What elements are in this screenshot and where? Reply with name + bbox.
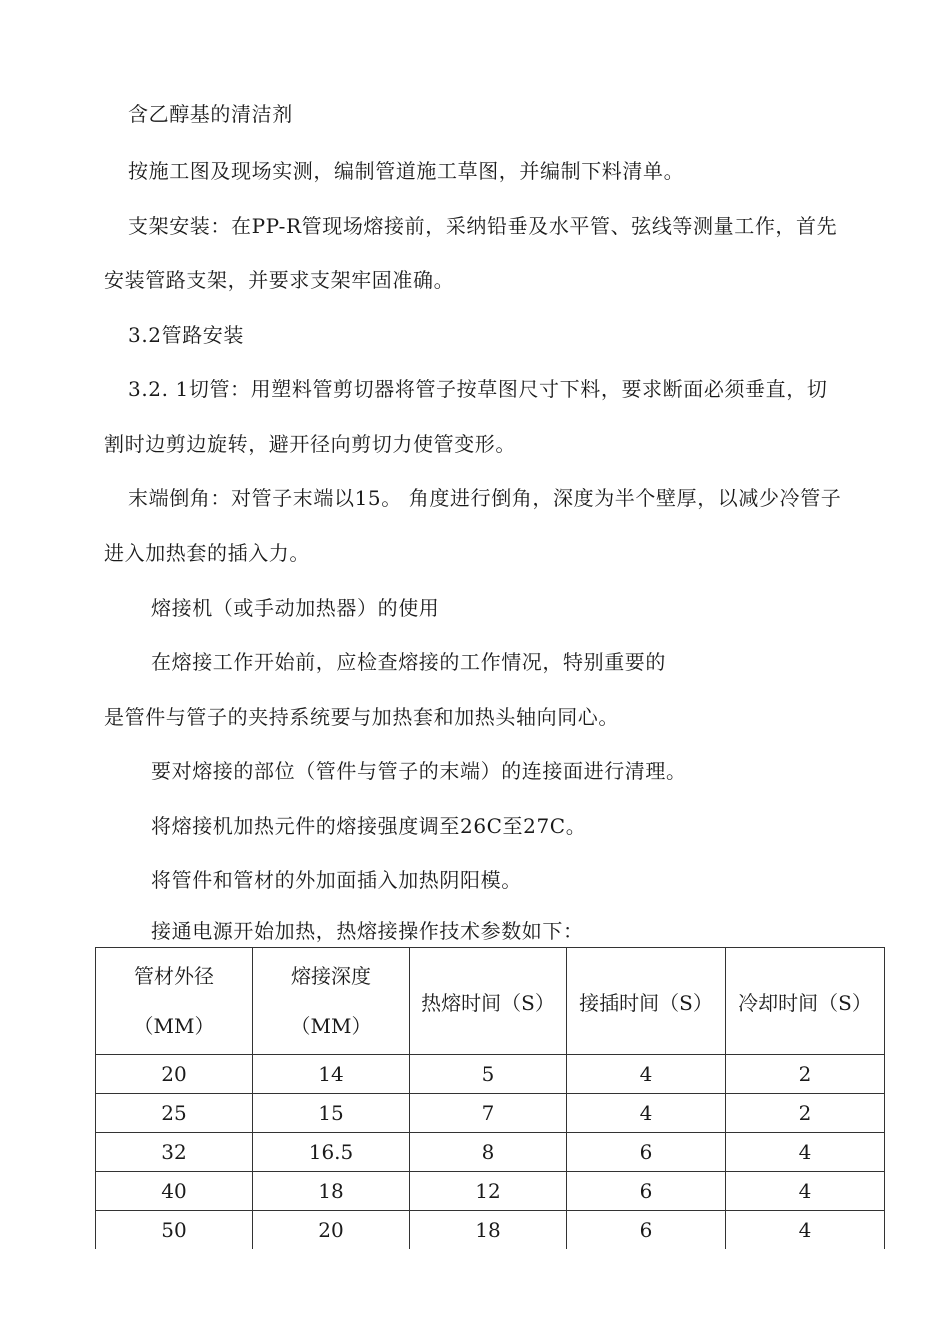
table-header-row [96,948,885,1055]
table-cell: 20 [253,1211,410,1250]
table-cell: 4 [567,1055,726,1094]
paragraph-chamfer-1: 末端倒角：对管子末端以15。 角度进行倒角，深度为半个壁厚，以减少冷管子 [128,486,842,510]
table-cell: 18 [253,1172,410,1211]
paragraph-chamfer-2: 进入加热套的插入力。 [104,541,310,565]
header-unit: （MM） [290,1014,372,1038]
paragraph-support-2: 安装管路支架，并要求支架牢固准确。 [104,268,455,292]
paragraph-check-1: 在熔接工作开始前，应检查熔接的工作情况，特别重要的 [151,650,666,674]
paragraph-set-temp: 将熔接机加热元件的熔接强度调至26C至27C。 [151,814,587,838]
paragraph-check-2: 是管件与管子的夹持系统要与加热套和加热头轴向同心。 [104,705,619,729]
table-cell: 50 [96,1211,253,1250]
table-cell: 14 [253,1055,410,1094]
paragraph-support-1: 支架安装：在PP-R管现场熔接前，采纳铅垂及水平管、弦线等测量工作，首先 [128,214,838,238]
table-cell: 15 [253,1094,410,1133]
table-cell: 4 [726,1211,885,1250]
header-cell [726,948,885,1055]
table-cell: 12 [410,1172,567,1211]
table-cell: 4 [567,1094,726,1133]
table-cell: 5 [410,1055,567,1094]
paragraph-params-intro: 接通电源开始加热，热熔接操作技术参数如下： [151,919,584,943]
header-label: 接插时间（S） [579,990,713,1015]
table-cell: 16.5 [253,1133,410,1172]
table-cell: 40 [96,1172,253,1211]
table-row [96,1211,885,1250]
table-cell: 2 [726,1055,885,1094]
header-label: 冷却时间（S） [738,990,872,1015]
table-cell: 6 [567,1172,726,1211]
paragraph-cleaner: 含乙醇基的清洁剂 [128,102,293,126]
header-unit: （MM） [133,1014,215,1038]
table-row [96,1172,885,1211]
table-cell: 2 [726,1094,885,1133]
table-cell: 20 [96,1055,253,1094]
table-cell: 18 [410,1211,567,1250]
table-cell: 4 [726,1172,885,1211]
header-label: 熔接深度 [291,964,371,988]
paragraph-insert: 将管件和管材的外加面插入加热阴阳模。 [151,868,522,892]
table-cell: 7 [410,1094,567,1133]
header-cell [253,948,410,1055]
fusion-parameters-table [95,947,884,1249]
paragraph-drawing: 按施工图及现场实测，编制管道施工草图，并编制下料清单。 [128,159,685,183]
header-cell [567,948,726,1055]
table-cell: 6 [567,1211,726,1250]
paragraph-cutting-2: 割时边剪边旋转，避开径向剪切力使管变形。 [104,432,516,456]
paragraph-clean-surface: 要对熔接的部位（管件与管子的末端）的连接面进行清理。 [151,759,687,783]
table-row [96,1055,885,1094]
header-cell [410,948,567,1055]
paragraph-machine-use: 熔接机（或手动加热器）的使用 [151,596,440,620]
section-heading-3-2: 3.2管路安装 [128,323,245,347]
table-cell: 32 [96,1133,253,1172]
table-cell: 4 [726,1133,885,1172]
header-label: 管材外径 [134,964,214,988]
table-cell: 6 [567,1133,726,1172]
header-label: 热熔时间（S） [421,990,555,1015]
header-cell [96,948,253,1055]
table-row [96,1094,885,1133]
table-cell: 8 [410,1133,567,1172]
paragraph-cutting-1: 3.2. 1切管：用塑料管剪切器将管子按草图尺寸下料，要求断面必须垂直，切 [128,377,828,401]
table-cell: 25 [96,1094,253,1133]
table-row [96,1133,885,1172]
